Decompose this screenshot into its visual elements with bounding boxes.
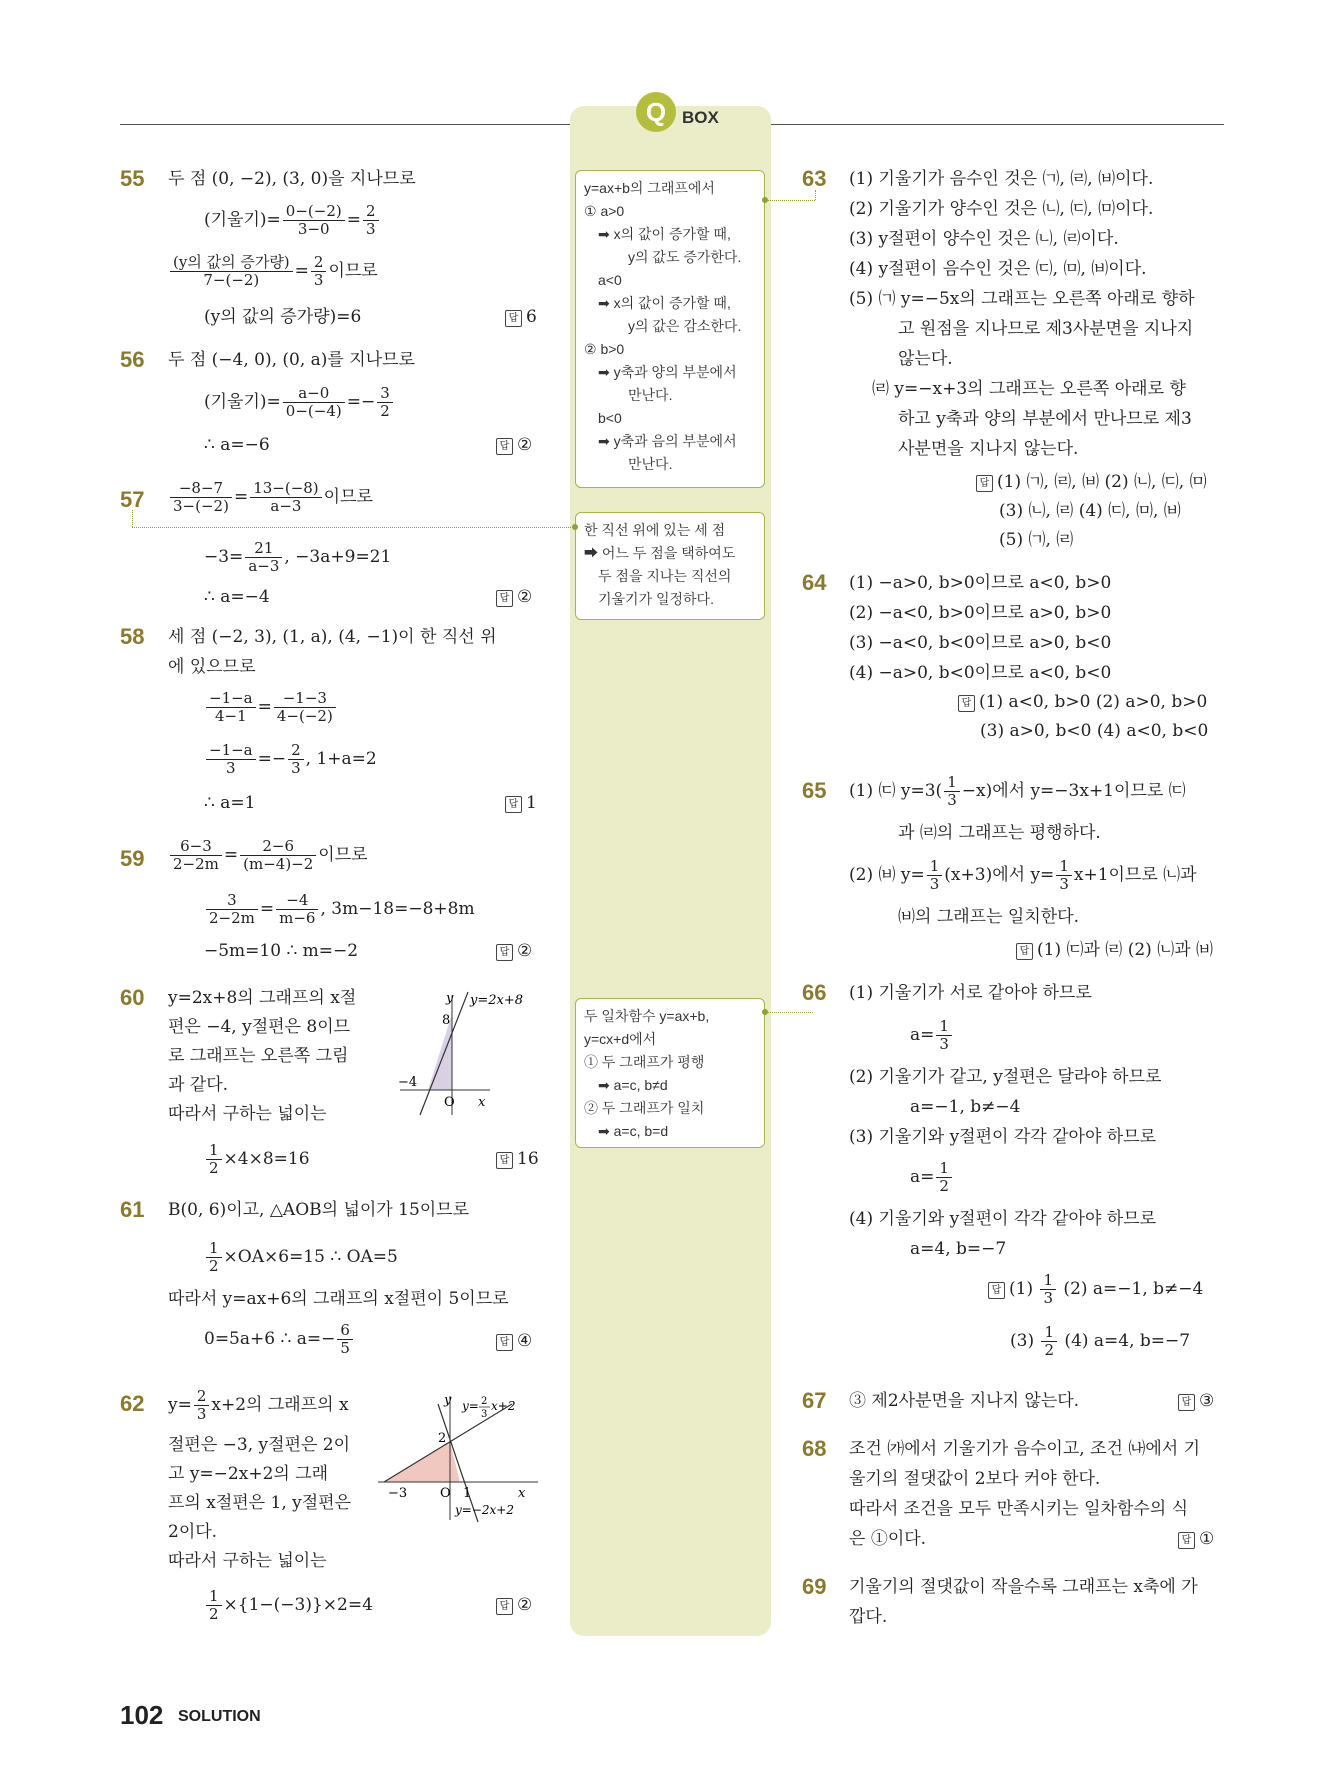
problem-number: 66 [802,980,827,1005]
line-label: y=2x+8 [470,993,524,1008]
line: 편은 −4, y절편은 8이므 [168,1017,351,1037]
answer: (3) ㈁, ㈃ (4) ㈂, ㈄, ㈅ [999,501,1181,521]
line-label-1d: 3 [481,1409,488,1420]
line: ∴ a=−6 [204,435,270,455]
formula: $\frac{-1-a}{4-1}$ = $\frac{-1-3}{4-(-2)}$ [204,690,338,725]
line: (2) −a<0, b>0이므로 a>0, b>0 [849,603,1112,623]
line: 과 같다. [168,1075,229,1095]
note-line: ➡ x의 값이 증가할 때, [598,295,731,311]
problem-number: 64 [802,570,827,595]
line: B(0, 6)이고, △AOB의 넓이가 15이므로 [168,1200,470,1220]
connector-dot [762,1009,768,1015]
line: 사분면을 지나지 않는다. [898,439,1079,459]
connector-dot [762,197,768,203]
qbox-note-slope-intercept [575,170,765,488]
line: 세 점 (−2, 3), (1, a), (4, −1)이 한 직선 위 [168,627,497,647]
answer: (3) a>0, b<0 (4) a<0, b<0 [980,721,1209,741]
answer: 답 6 [505,307,537,327]
note-line: y=ax+b의 그래프에서 [584,180,715,196]
formula: $\frac{1}{2}$ ×4×8=16 [204,1142,310,1177]
note-line: ② b>0 [584,341,625,357]
line: 2이다. [168,1522,218,1542]
note-line: ➡ a=c, b=d [598,1123,669,1139]
problem-number: 57 [120,487,145,512]
tick-minus3: −3 [388,1486,408,1501]
line-label-1a: y= [462,1399,479,1413]
x-label: x [518,1486,526,1501]
note-line: y의 값은 감소한다. [628,318,742,334]
problem-number: 67 [802,1388,827,1413]
line: a=4, b=−7 [910,1239,1007,1259]
answer: 답 16 [496,1149,539,1169]
note-line: ➡ x의 값이 증가할 때, [598,226,731,242]
note-line: ➡ y축과 양의 부분에서 [598,364,737,380]
line: (2) 기울기가 같고, y절편은 달라야 하므로 [849,1067,1162,1087]
line: 고 원점을 지나므로 제3사분면을 지나지 [898,319,1194,339]
line: (1) −a>0, b>0이므로 a<0, b>0 [849,573,1112,593]
formula: (2) ㈅ y= $\frac{1}{3}$ (x+3)에서 y= $\frac{1}{3}$ x+1이므로 ㈁과 [849,857,1197,893]
line: 따라서 조건을 모두 만족시키는 일차함수의 식 [849,1499,1189,1519]
tick-1: 1 [463,1486,472,1501]
line: (3) y절편이 양수인 것은 ㈁, ㈃이다. [849,229,1119,249]
line: a=−1, b≠−4 [910,1097,1021,1117]
answer: (5) ㈀, ㈃ [999,530,1074,550]
note-line: 만난다. [628,387,673,403]
answer: 답 1 [505,793,537,813]
answer: 답 ② [496,941,532,961]
answer: 답 ② [496,435,532,455]
line: (y의 값의 증가량)=6 [204,307,362,327]
answer: 답 ② [496,587,532,607]
note-line: ② 두 그래프가 일치 [584,1100,705,1116]
line-label-2: y=−2x+2 [455,1503,514,1517]
header-rule-left [120,124,570,125]
problem-number: 60 [120,985,145,1010]
answer: 답 ③ [1178,1391,1214,1411]
line: 하고 y축과 양의 부분에서 만나므로 제3 [898,409,1192,429]
line: 두 점 (−4, 0), (0, a)를 지나므로 [168,350,415,370]
connector-63 [765,200,815,201]
line: 은 ①이다. [849,1529,927,1549]
formula: $\frac{1}{2}$ ×{1−(−3)}×2=4 [204,1588,373,1623]
y-label: y [446,991,454,1006]
line: (2) 기울기가 양수인 것은 ㈁, ㈂, ㈄이다. [849,199,1154,219]
problem-number: 62 [120,1391,145,1416]
line: (4) −a>0, b<0이므로 a<0, b<0 [849,663,1112,683]
formula: $\frac{\text{(y의 값의 증가량)}}{7-(-2)}$ = $\frac{2}{3}$ 이므로 [168,254,378,289]
formula: (기울기)= $\frac{a-0}{0-(-4)}$ =− $\frac{3}{2}$ [204,385,395,420]
answer: 답 ① [1178,1529,1214,1549]
tick-8: 8 [442,1013,451,1028]
note-line: ➡ a=c, b≠d [598,1077,668,1093]
shaded-triangle [384,1442,460,1482]
y-label: y [444,1393,452,1408]
line: (5) ㈀ y=−5x의 그래프는 오른쪽 아래로 향하 [849,289,1195,309]
problem-number: 56 [120,347,145,372]
line: ∴ a=1 [204,793,256,813]
line: 로 그래프는 오른쪽 그림 [168,1046,349,1066]
connector-57-v [132,510,133,527]
answer: 답 (1) a<0, b>0 (2) a>0, b>0 [958,692,1207,712]
x-label: x [478,1095,486,1110]
page-number: 102 [120,1700,164,1730]
formula: $\frac{-1-a}{3}$ =− $\frac{2}{3}$ , 1+a=2 [204,742,377,777]
line: 프의 x절편은 1, y절편은 [168,1493,351,1513]
note-line: 두 일차함수 y=ax+b, [584,1008,710,1024]
note-line: 만난다. [628,456,673,472]
formula: 0=5a+6 ∴ a=− $\frac{6}{5}$ [204,1322,355,1357]
line: (3) −a<0, b<0이므로 a>0, b<0 [849,633,1112,653]
answer: 답 ④ [496,1331,532,1351]
note-line: a<0 [598,272,622,288]
answer: 답 ② [496,1595,532,1615]
line: ㈃ y=−x+3의 그래프는 오른쪽 아래로 향 [872,379,1186,399]
qbox-note-parallel [575,998,765,1148]
note-line: y=cx+d에서 [584,1031,657,1047]
problem-number: 65 [802,778,827,803]
line: 과 ㈃의 그래프는 평행하다. [898,823,1101,843]
connector-dot [572,524,578,530]
note-line: y의 값도 증가한다. [628,249,742,265]
line: 않는다. [898,349,953,369]
line: 따라서 y=ax+6의 그래프의 x절편이 5이므로 [168,1289,509,1309]
footer-label: SOLUTION [178,1708,261,1725]
answer: 답 (1) $\frac{1}{3}$ (2) a=−1, b≠−4 [988,1272,1203,1307]
qbox-note-collinear [575,512,765,620]
formula: (1) ㈂ y=3( $\frac{1}{3}$ −x)에서 y=−3x+1이므로 ㈂ [849,773,1186,809]
note-line: 한 직선 위에 있는 세 점 [584,522,726,538]
line: (4) y절편이 음수인 것은 ㈂, ㈄, ㈅이다. [849,259,1147,279]
line: 절편은 −3, y절편은 2이 [168,1435,351,1455]
formula: $\frac{6-3}{2-2m}$ = $\frac{2-6}{(m-4)-2}$ 이므로 [168,838,368,873]
line: 조건 ㈎에서 기울기가 음수이고, 조건 ㈏에서 기 [849,1439,1200,1459]
line: 에 있으므로 [168,657,256,677]
note-line: ➡ 어느 두 점을 택하여도 [584,545,736,561]
line: 울기의 절댓값이 2보다 커야 한다. [849,1469,1101,1489]
note-line: ① 두 그래프가 평행 [584,1054,705,1070]
origin-label: O [444,1095,455,1110]
note-line: ➡ y축과 음의 부분에서 [598,433,737,449]
line: (1) 기울기가 음수인 것은 ㈀, ㈃, ㈅이다. [849,169,1154,189]
problem-number: 55 [120,166,145,191]
origin-label: O [440,1486,451,1501]
formula: $\frac{3}{2-2m}$ = $\frac{-4}{m-6}$ , 3m−18=−8+8m [204,892,475,927]
line: ∴ a=−4 [204,587,270,607]
formula: y= $\frac{2}{3}$ x+2의 그래프의 x [168,1387,349,1423]
line: 깝다. [849,1607,888,1627]
problem-number: 58 [120,624,145,649]
line: (3) 기울기와 y절편이 각각 같아야 하므로 [849,1127,1157,1147]
note-line: 기울기가 일정하다. [598,591,714,607]
problem-number: 69 [802,1574,827,1599]
note-line: 두 점을 지나는 직선의 [598,568,732,584]
line: 고 y=−2x+2의 그래 [168,1464,329,1484]
line-label-1b: x+2 [491,1399,516,1413]
answer: (3) $\frac{1}{2}$ (4) a=4, b=−7 [1010,1323,1191,1359]
formula: a= $\frac{1}{2}$ [910,1160,954,1195]
line: y=2x+8의 그래프의 x절 [168,988,357,1008]
line: (4) 기울기와 y절편이 각각 같아야 하므로 [849,1209,1157,1229]
formula: (기울기)= $\frac{0-(-2)}{3-0}$ = $\frac{2}{3}$ [204,203,381,238]
q-logo-icon: Q [636,92,676,132]
connector-66 [765,1012,813,1013]
graph-62 [378,1390,558,1530]
formula: $\frac{-8-7}{3-(-2)}$ = $\frac{13-(-8)}{a-3}$ 이므로 [168,480,373,515]
tick-minus4: −4 [398,1075,418,1090]
answer: 답 (1) ㈂과 ㈃ (2) ㈁과 ㈅ [1016,935,1213,960]
problem-number: 61 [120,1197,145,1222]
problem-number: 59 [120,846,145,871]
connector-57 [132,527,575,528]
note-line: b<0 [598,410,622,426]
note-line: ① a>0 [584,203,625,219]
qbox-label: BOX [682,108,719,127]
header-rule-right [771,124,1224,125]
line: 두 점 (0, −2), (3, 0)을 지나므로 [168,169,416,189]
line-label-1n: 2 [481,1396,488,1407]
line: −5m=10 ∴ m=−2 [204,941,359,961]
formula: −3= $\frac{21}{a-3}$ , −3a+9=21 [204,539,392,575]
formula: a= $\frac{1}{3}$ [910,1018,954,1053]
graph-60 [390,990,550,1120]
formula: $\frac{1}{2}$ ×OA×6=15 ∴ OA=5 [204,1240,398,1275]
problem-number: 68 [802,1436,827,1461]
answer: 답 (1) ㈀, ㈃, ㈅ (2) ㈁, ㈂, ㈄ [976,467,1207,492]
tick-2: 2 [438,1431,447,1446]
line: 기울기의 절댓값이 작을수록 그래프는 x축에 가 [849,1577,1198,1597]
line: ㈅의 그래프는 일치한다. [898,907,1080,927]
problem-number: 63 [802,166,827,191]
line: 따라서 구하는 넓이는 [168,1104,327,1124]
line: ③ 제2사분면을 지나지 않는다. [849,1391,1080,1411]
line: (1) 기울기가 서로 같아야 하므로 [849,983,1092,1003]
line: 따라서 구하는 넓이는 [168,1551,327,1571]
